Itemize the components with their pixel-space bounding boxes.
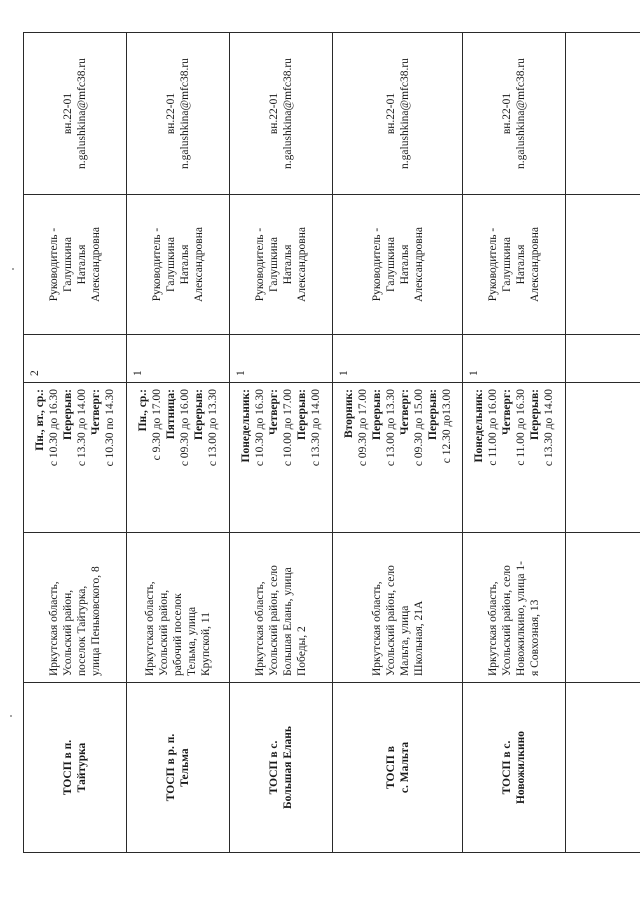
office-name-line: ТОСП в с. [268, 740, 280, 795]
manager-line: Руководитель - [48, 227, 60, 302]
contact-cell [230, 33, 333, 195]
manager-line: Руководитель - [487, 227, 499, 302]
contact-line: n.galushkina@mfc38.ru [76, 58, 88, 169]
office-name-cell [463, 683, 566, 853]
manager-line: Наталья [76, 244, 88, 285]
office-name-cell [333, 683, 463, 853]
table-row [127, 33, 230, 853]
table-body [24, 33, 640, 853]
address-line: Крупской, 11 [200, 611, 212, 676]
table-row-spacer [566, 33, 640, 853]
contact-cell [333, 33, 463, 195]
schedule-cell [24, 383, 127, 533]
contact-line: n.galushkina@mfc38.ru [398, 58, 411, 169]
manager-cell [463, 195, 566, 335]
schedule-label: Пн., вт., ср.: [34, 389, 46, 451]
contact-line: n.galushkina@mfc38.ru [515, 58, 527, 169]
office-name-cell [230, 683, 333, 853]
manager-line: Наталья [515, 244, 527, 285]
office-name-line: Тайтурка [76, 742, 88, 793]
rotated-table-container [23, 33, 606, 853]
schedule-hours: с 9.30 до 17.00 [151, 389, 163, 461]
schedule-label: Вторник: [342, 389, 355, 439]
address-cell [333, 533, 463, 683]
address-line: рабочий поселок [172, 593, 184, 676]
empty-cell [566, 683, 640, 853]
schedule-cell [127, 383, 230, 533]
office-name-line: Новожилкино [515, 730, 527, 805]
address-line: Новожилкино, улица 1- [515, 561, 527, 676]
schedule-hours: с 13.00 до 13.30 [384, 389, 397, 467]
office-name-line: ТОСП в [384, 746, 397, 789]
manager-line: Галушкина [62, 237, 74, 292]
address-line: Усольский район, [62, 589, 74, 676]
address-line: я Совхозная, 13 [529, 599, 541, 676]
office-name-cell [24, 683, 127, 853]
schedule-hours: с 12.30 до13.00 [440, 389, 453, 464]
table-row [24, 33, 127, 853]
schedule-label: Четверг: [501, 389, 513, 435]
manager-line: Александровна [296, 227, 308, 302]
schedule-label: Понедельник: [473, 389, 485, 463]
empty-cell [566, 33, 640, 195]
address-line: Иркутская область, [48, 581, 60, 676]
manager-line: Руководитель - [254, 227, 266, 302]
contact-cell [24, 33, 127, 195]
schedule-cell [463, 383, 566, 533]
staff-count: 1 [338, 370, 350, 376]
staff-count-cell [127, 335, 230, 383]
schedule-label: Перерыв: [426, 389, 439, 440]
address-line: Усольский район, село [384, 565, 397, 676]
contact-line: вн.22-01 [268, 92, 280, 135]
contact-cell [463, 33, 566, 195]
schedule-hours: с 09.30 до 15.00 [412, 389, 425, 467]
office-name-line: Большая Елань [282, 726, 294, 809]
address-line: Усольский район, село [501, 565, 513, 676]
empty-cell [566, 335, 640, 383]
manager-line: Александровна [90, 227, 102, 302]
schedule-label: Перерыв: [193, 389, 205, 440]
manager-line: Руководитель - [151, 227, 163, 302]
schedule-hours: с 10.30 до 16.30 [48, 389, 60, 467]
contact-line: вн.22-01 [165, 92, 177, 135]
manager-cell [230, 195, 333, 335]
scan-speck [10, 715, 12, 717]
manager-line: Наталья [179, 244, 191, 285]
table-row [333, 33, 463, 853]
schedule-hours: с 11.00 до 16.30 [515, 389, 527, 466]
staff-count-cell [333, 335, 463, 383]
manager-line: Руководитель - [370, 227, 383, 302]
contact-line: n.galushkina@mfc38.ru [179, 58, 191, 169]
address-line: Иркутская область, [487, 581, 499, 676]
empty-cell [566, 533, 640, 683]
schedule-label: Перерыв: [529, 389, 541, 440]
manager-line: Александровна [193, 227, 205, 302]
address-cell [127, 533, 230, 683]
manager-line: Галушкина [268, 237, 280, 292]
scan-speck [12, 268, 14, 270]
office-name-line: ТОСП в с. [501, 740, 513, 795]
address-line: улица Пеньковского, 8 [90, 566, 102, 676]
manager-line: Наталья [398, 244, 411, 285]
manager-line: Галушкина [165, 237, 177, 292]
manager-cell [127, 195, 230, 335]
address-line: Усольский район, [158, 589, 170, 676]
address-cell [24, 533, 127, 683]
address-line: Мальта, улица [398, 605, 411, 676]
staff-count: 2 [29, 370, 41, 376]
address-line: Тельма, улица [186, 606, 198, 676]
address-line: Иркутская область, [370, 581, 383, 676]
contact-line: вн.22-01 [62, 92, 74, 135]
address-line: Большая Елань, улица [282, 567, 294, 676]
manager-cell [333, 195, 463, 335]
schedule-label: Пятница: [165, 389, 177, 440]
schedule-hours: с 10.00 до 17.00 [282, 389, 294, 467]
schedule-label: Перерыв: [370, 389, 383, 440]
empty-cell [566, 383, 640, 533]
table-row [463, 33, 566, 853]
staff-count: 1 [468, 370, 480, 376]
schedule-cell [230, 383, 333, 533]
contact-cell [127, 33, 230, 195]
staff-count-cell [230, 335, 333, 383]
address-cell [230, 533, 333, 683]
address-line: поселок Тайтурка, [76, 585, 88, 676]
schedule-hours: с 09.30 до 17.00 [356, 389, 369, 467]
empty-cell [566, 195, 640, 335]
manager-line: Галушкина [384, 237, 397, 292]
schedule-label: Пн., ср.: [137, 389, 149, 432]
schedule-hours: с 13.30 до 14.00 [76, 389, 88, 467]
office-name-line: ТОСП в р. п. [165, 733, 177, 802]
schedule-label: Понедельник: [240, 389, 252, 463]
schedule-label: Четверг: [398, 389, 411, 435]
schedule-label: Перерыв: [296, 389, 308, 440]
contact-line: вн.22-01 [384, 92, 397, 135]
manager-line: Александровна [529, 227, 541, 302]
office-name-line: Тельма [179, 748, 191, 787]
manager-line: Галушкина [501, 237, 513, 292]
contact-line: n.galushkina@mfc38.ru [282, 58, 294, 169]
office-name-line: ТОСП в п. [62, 739, 74, 796]
schedule-cell [333, 383, 463, 533]
address-line: Иркутская область, [144, 581, 156, 676]
schedule-label: Перерыв: [62, 389, 74, 440]
staff-count-cell [463, 335, 566, 383]
staff-count-cell [24, 335, 127, 383]
schedule-hours: с 10.30 по 14.30 [104, 389, 116, 467]
schedule-hours: с 13.30 до 14.00 [543, 389, 555, 467]
schedule-hours: с 09.30 до 16.00 [179, 389, 191, 467]
staff-count: 1 [235, 370, 247, 376]
address-line: Иркутская область, [254, 581, 266, 676]
schedule-label: Четверг: [268, 389, 280, 435]
schedule-hours: с 11.00 до 16.00 [487, 389, 499, 466]
schedule-hours: с 13.30 до 14.00 [310, 389, 322, 467]
contact-line: вн.22-01 [501, 92, 513, 135]
schedule-label: Четверг: [90, 389, 102, 435]
manager-line: Александровна [412, 227, 425, 302]
manager-line: Наталья [282, 244, 294, 285]
office-schedule-table [23, 32, 640, 853]
schedule-hours: с 13.00 до 13.30 [207, 389, 219, 467]
staff-count: 1 [132, 370, 144, 376]
address-cell [463, 533, 566, 683]
address-line: Победы, 2 [296, 626, 308, 676]
address-line: Школьная, 21А [412, 600, 425, 676]
office-name-cell [127, 683, 230, 853]
schedule-hours: с 10.30 до 16.30 [254, 389, 266, 467]
office-name-line: с. Мальта [398, 741, 411, 794]
manager-cell [24, 195, 127, 335]
table-row [230, 33, 333, 853]
address-line: Усольский район, село [268, 565, 280, 676]
